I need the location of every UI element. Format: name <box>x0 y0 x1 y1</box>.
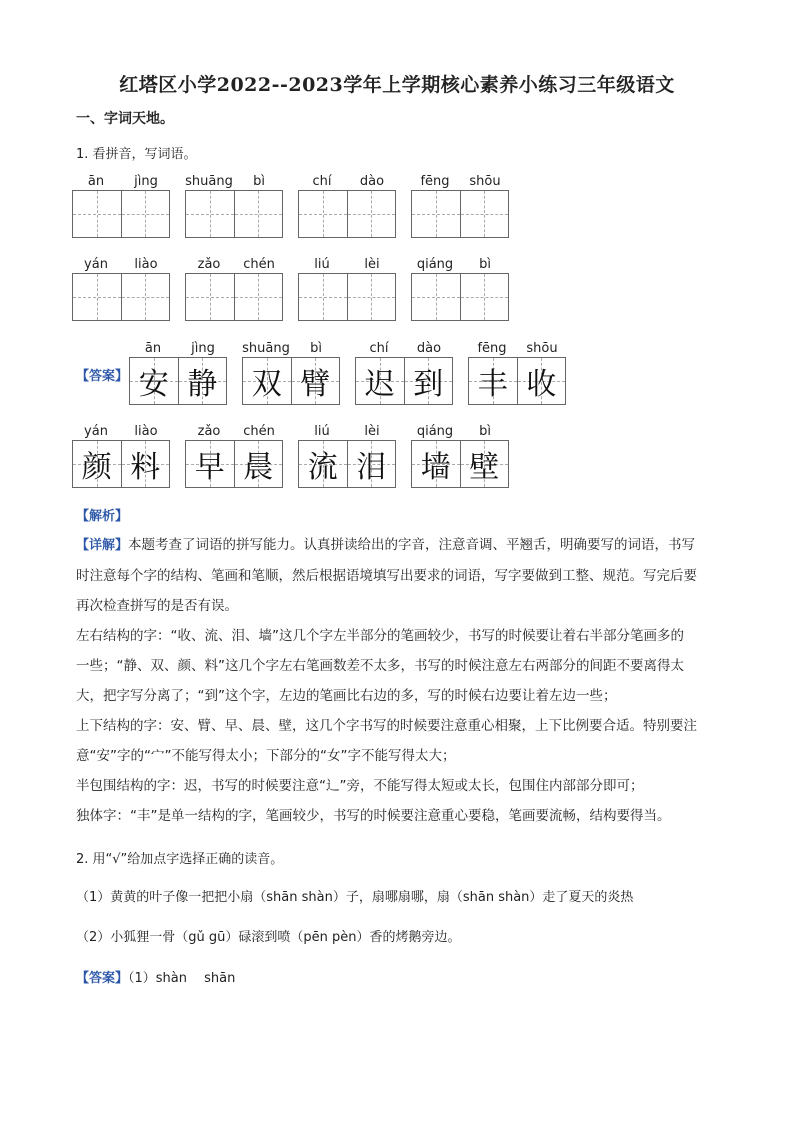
question-2: 2. 用“√”给加点字选择正确的读音。 <box>76 852 284 867</box>
answer-tian-grid <box>72 440 170 488</box>
grid-cell <box>348 441 396 487</box>
grid-cell <box>348 274 396 320</box>
grid-cell <box>235 191 283 237</box>
tian-grid[interactable] <box>72 190 170 238</box>
grid-cell <box>122 191 170 237</box>
pinyin-label: zǎo <box>197 257 221 272</box>
grid-cell <box>186 441 235 487</box>
grid-cell <box>130 358 179 404</box>
character: 晨 <box>243 450 274 485</box>
pinyin-label: ān <box>87 174 105 189</box>
grid-cell <box>186 274 235 320</box>
grid-cell <box>243 358 292 404</box>
pinyin-label: ān <box>144 341 162 356</box>
character: 墙 <box>420 450 451 485</box>
answer-2-text: （1）shàn shān <box>128 971 236 986</box>
character: 泪 <box>356 450 387 485</box>
grid-cell <box>122 441 170 487</box>
pinyin-label: yán <box>84 424 108 439</box>
pinyin-label: shuāng <box>185 174 233 189</box>
detail-line-8: 意“安”字的“宀”不能写得太小；下部分的“女”字不能写得太大； <box>76 748 456 764</box>
character: 双 <box>251 367 282 402</box>
detail-line-10: 独体字：“丰”是单一结构的字，笔画较少，书写的时候要注意重心要稳，笔画要流畅，结构要得当。 <box>76 808 671 824</box>
answer-tian-grid <box>185 440 283 488</box>
tian-grid[interactable] <box>185 273 283 321</box>
character: 早 <box>194 450 225 485</box>
character: 静 <box>187 367 218 402</box>
answer-tian-grid <box>355 357 453 405</box>
detail-paragraph <box>76 530 720 831</box>
grid-cell <box>348 191 396 237</box>
grid-cell <box>518 358 566 404</box>
pinyin-label: liú <box>314 257 330 272</box>
analysis-tag: 【解析】 <box>76 509 129 524</box>
tian-grid[interactable] <box>411 273 509 321</box>
pinyin-label: lèi <box>364 424 380 439</box>
pinyin-label: bì <box>253 174 265 189</box>
pinyin-label: shuāng <box>242 341 290 356</box>
pinyin-label: dào <box>359 174 385 189</box>
pinyin-label: qiáng <box>416 424 454 439</box>
grid-cell <box>122 274 170 320</box>
answer-2-line <box>76 967 235 986</box>
pinyin-label: lèi <box>364 257 380 272</box>
character: 到 <box>413 367 444 402</box>
grid-cell <box>356 358 405 404</box>
tian-grid[interactable] <box>411 190 509 238</box>
tian-grid[interactable] <box>185 190 283 238</box>
grid-cell <box>73 441 122 487</box>
character: 丰 <box>477 367 508 402</box>
pinyin-label: bì <box>310 341 322 356</box>
pinyin-label: liào <box>134 257 158 272</box>
grid-cell <box>412 441 461 487</box>
pinyin-label: liào <box>134 424 158 439</box>
character: 安 <box>138 367 169 402</box>
pinyin-label: fēng <box>477 341 507 356</box>
character: 迟 <box>364 367 395 402</box>
pinyin-label: jìng <box>191 341 215 356</box>
grid-cell <box>235 274 283 320</box>
grid-cell <box>405 358 453 404</box>
grid-cell <box>235 441 283 487</box>
pinyin-label: chí <box>312 174 332 189</box>
pinyin-label: yán <box>84 257 108 272</box>
answer-2-tag: 【答案】 <box>76 971 129 986</box>
grid-cell <box>292 358 340 404</box>
detail-line-9: 半包围结构的字：迟，书写的时候要注意“辶”旁，不能写得太短或太长，包围住内部部分即可； <box>76 778 644 794</box>
grid-cell <box>412 191 461 237</box>
grid-cell <box>412 274 461 320</box>
tian-grid[interactable] <box>298 273 396 321</box>
character: 颜 <box>81 450 112 485</box>
tian-grid[interactable] <box>72 273 170 321</box>
pinyin-label: dào <box>416 341 442 356</box>
page-title: 红塔区小学2022--2023学年上学期核心素养小练习三年级语文 <box>119 74 675 96</box>
grid-cell <box>461 274 509 320</box>
detail-line-1: 【详解】本题考查了词语的拼写能力。认真拼读给出的字音，注意音调、平翘舌，明确要写的词语，书写 <box>76 537 696 553</box>
answer-tian-grid <box>242 357 340 405</box>
question-2-1: （1）黄黄的叶子像一把把小扇（shān shàn）子，扇哪扇哪，扇（shān shàn）走了夏天的炎热 <box>76 890 634 905</box>
character: 料 <box>130 450 161 485</box>
answer-tian-grid <box>298 440 396 488</box>
pinyin-label: shōu <box>526 341 558 356</box>
detail-tag: 【详解】 <box>76 538 129 553</box>
character: 收 <box>526 367 557 402</box>
grid-cell <box>461 441 509 487</box>
grid-cell <box>73 191 122 237</box>
pinyin-label: bì <box>479 257 491 272</box>
grid-cell <box>299 274 348 320</box>
answer-tian-grid <box>468 357 566 405</box>
pinyin-label: zǎo <box>197 424 221 439</box>
pinyin-label: jìng <box>134 174 158 189</box>
tian-grid[interactable] <box>298 190 396 238</box>
grid-cell <box>73 274 122 320</box>
pinyin-label: shōu <box>469 174 501 189</box>
answer-tian-grid <box>129 357 227 405</box>
pinyin-label: qiáng <box>416 257 454 272</box>
detail-line-5: 一些；“静、双、颜、料”这几个字左右笔画数差不太多，书写的时候注意左右两部分的间距不要离得太 <box>76 658 684 674</box>
answer-tag: 【答案】 <box>76 369 129 384</box>
detail-line-6: 大，把字写分离了；“到”这个字，左边的笔画比右边的多，写的时候右边要让着左边一些； <box>76 688 617 704</box>
question-1: 1. 看拼音，写词语。 <box>76 147 197 162</box>
question-2-2: （2）小狐狸一骨（gǔ gū）碌滚到喷（pēn pèn）香的烤鹅旁边。 <box>76 930 461 945</box>
pinyin-label: liú <box>314 424 330 439</box>
detail-line-7: 上下结构的字：安、臂、早、晨、壁，这几个字书写的时候要注意重心相聚，上下比例要合适。特别要注 <box>76 718 697 734</box>
answer-tian-grid <box>411 440 509 488</box>
pinyin-label: bì <box>479 424 491 439</box>
grid-cell <box>469 358 518 404</box>
pinyin-label: chén <box>243 257 275 272</box>
character: 臂 <box>300 367 331 402</box>
detail-line-4: 左右结构的字：“收、流、泪、墙”这几个字左半部分的笔画较少，书写的时候要让着右半部分笔画多的 <box>76 628 684 644</box>
pinyin-label: chí <box>369 341 389 356</box>
grid-cell <box>179 358 227 404</box>
grid-cell <box>299 191 348 237</box>
detail-line-3: 再次检查拼写的是否有误。 <box>76 598 238 614</box>
pinyin-label: chén <box>243 424 275 439</box>
character: 流 <box>307 450 338 485</box>
character: 壁 <box>469 450 500 485</box>
grid-cell <box>299 441 348 487</box>
grid-cell <box>186 191 235 237</box>
pinyin-label: fēng <box>420 174 450 189</box>
section-heading: 一、字词天地。 <box>76 111 174 127</box>
grid-cell <box>461 191 509 237</box>
detail-line-2: 时注意每个字的结构、笔画和笔顺，然后根据语境填写出要求的词语，写字要做到工整、规范。写完后要 <box>76 568 697 584</box>
